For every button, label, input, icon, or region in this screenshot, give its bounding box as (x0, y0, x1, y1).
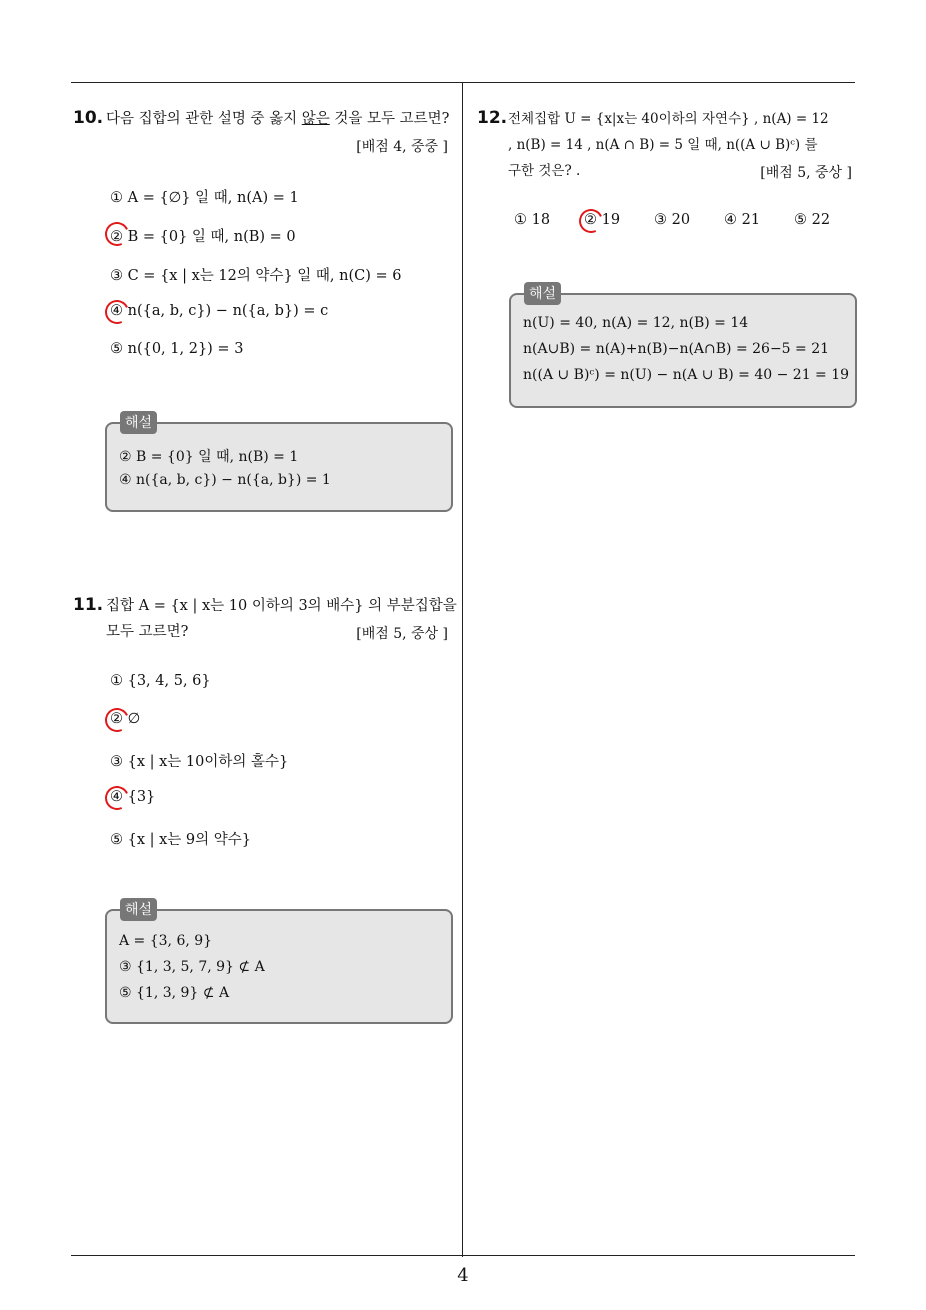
choice-2[interactable]: ② B = {0} 일 때, n(B) = 0 (110, 229, 296, 245)
answer-mark (102, 705, 133, 736)
choice-3[interactable]: ③ 20 (654, 212, 691, 228)
solution-line: n(A∪B) = n(A)+n(B)−n(A∩B) = 26−5 = 21 (523, 341, 830, 357)
question-number: 11. (73, 595, 104, 615)
answer-mark (102, 783, 133, 814)
answer-mark (102, 297, 133, 328)
choice-2[interactable]: ② ∅ (110, 711, 141, 727)
solution-box (105, 422, 453, 512)
choice-4[interactable]: ④ 21 (724, 212, 761, 228)
choice-1[interactable]: ① 18 (514, 212, 551, 228)
bottom-rule (71, 1255, 855, 1256)
score-meta: [배점 4, 중중 ] (356, 139, 448, 155)
choice-1[interactable]: ① A = {∅} 일 때, n(A) = 1 (110, 190, 299, 206)
solution-line: ③ {1, 3, 5, 7, 9} ⊄ A (119, 959, 265, 975)
solution-line: n((A ∪ B)ᶜ) = n(U) − n(A ∪ B) = 40 − 21 = 19 (523, 367, 850, 383)
choice-2[interactable]: ② 19 (584, 212, 621, 228)
choice-5[interactable]: ⑤ 22 (794, 212, 831, 228)
question-text-line3: 구한 것은? . (508, 163, 581, 179)
choice-1[interactable]: ① {3, 4, 5, 6} (110, 673, 211, 689)
top-rule (71, 82, 855, 83)
choice-5[interactable]: ⑤ n({0, 1, 2}) = 3 (110, 341, 244, 357)
solution-line: ② B = {0} 일 때, n(B) = 1 (119, 449, 299, 465)
choice-4[interactable]: ④ n({a, b, c}) − n({a, b}) = c (110, 303, 329, 319)
score-meta: [배점 5, 중상 ] (760, 165, 852, 181)
question-text-line1: 집합 A = {x | x는 10 이하의 3의 배수} 의 부분집합을 (106, 598, 457, 614)
choice-4[interactable]: ④ {3} (110, 789, 156, 805)
question-text-line2: 모두 고르면? (106, 624, 189, 640)
question-text-line2: , n(B) = 14 , n(A ∩ B) = 5 일 때, n((A ∪ B)ᶜ) 를 (508, 137, 818, 153)
question-text: 다음 집합의 관한 설명 중 옳지 않은 것을 모두 고르면? (106, 111, 450, 127)
solution-label: 해설 (120, 898, 157, 921)
solution-line: ⑤ {1, 3, 9} ⊄ A (119, 985, 230, 1001)
solution-line: ④ n({a, b, c}) − n({a, b}) = 1 (119, 472, 331, 488)
score-meta: [배점 5, 중상 ] (356, 626, 448, 642)
question-text-line1: 전체집합 U = {x|x는 40이하의 자연수} , n(A) = 12 (508, 111, 829, 127)
solution-line: n(U) = 40, n(A) = 12, n(B) = 14 (523, 315, 749, 331)
page-number: 4 (457, 1265, 469, 1286)
question-number: 10. (73, 108, 104, 128)
answer-mark (576, 206, 607, 237)
solution-label: 해설 (120, 411, 157, 434)
solution-label: 해설 (524, 282, 561, 305)
solution-box (509, 293, 857, 408)
solution-box (105, 909, 453, 1024)
choice-3[interactable]: ③ {x | x는 10이하의 홀수} (110, 754, 289, 770)
choice-5[interactable]: ⑤ {x | x는 9의 약수} (110, 832, 251, 848)
question-number: 12. (477, 108, 508, 128)
solution-line: A = {3, 6, 9} (119, 933, 213, 949)
column-divider (462, 82, 463, 1257)
choice-3[interactable]: ③ C = {x | x는 12의 약수} 일 때, n(C) = 6 (110, 268, 402, 284)
